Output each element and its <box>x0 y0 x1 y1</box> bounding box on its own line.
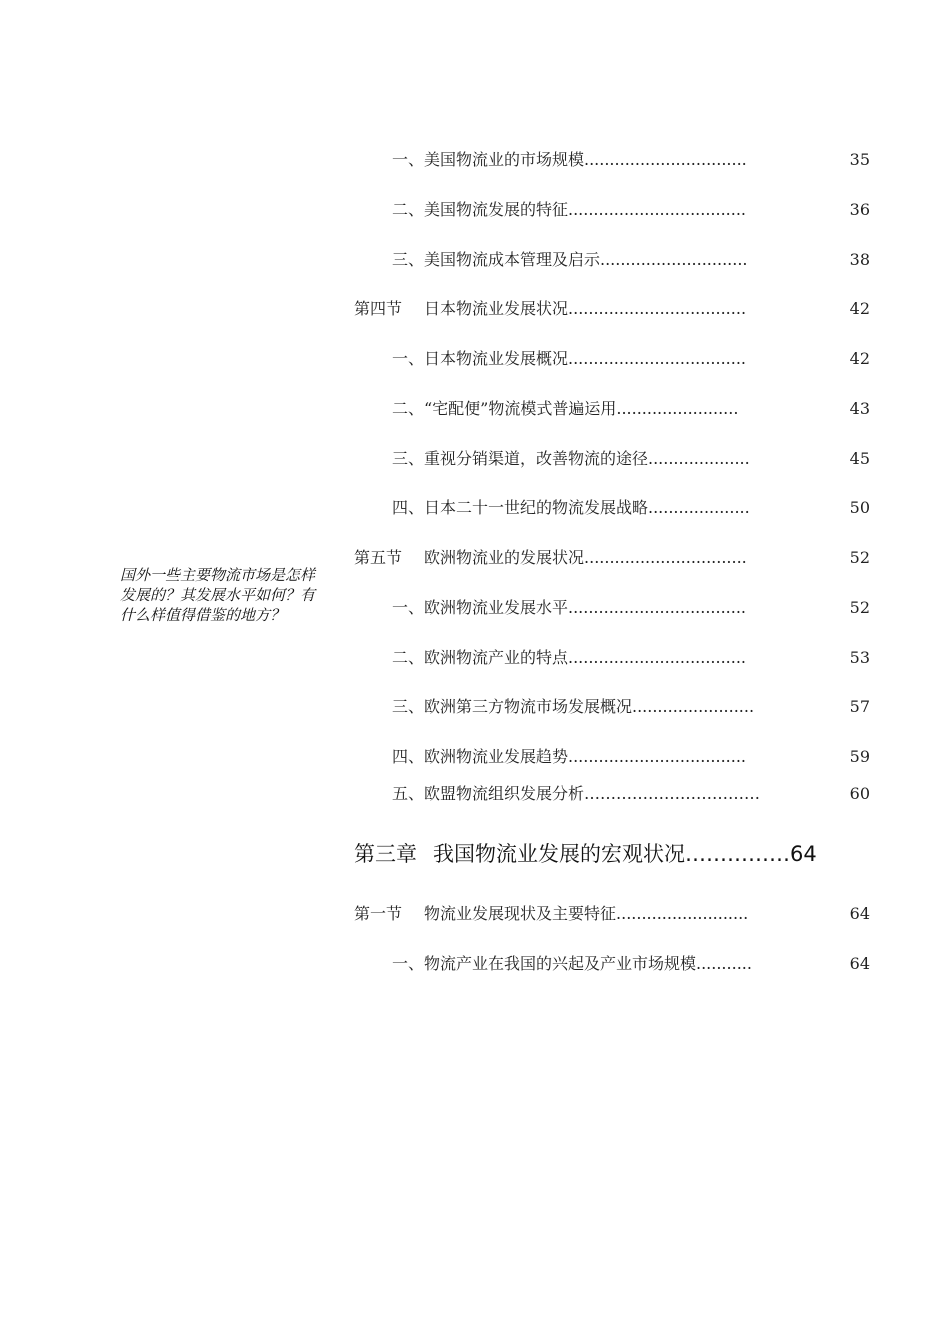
toc-entry-page: 60 <box>849 784 870 803</box>
toc-entry-page: 52 <box>849 548 870 567</box>
toc-entry-title: 二、“宅配便”物流模式普遍运用........................ <box>392 399 739 418</box>
toc-section-entry[interactable] <box>0 546 950 570</box>
chapter-title: 我国物流业发展的宏观状况……………64 <box>433 842 817 866</box>
toc-entry-page: 38 <box>849 250 870 269</box>
toc-section-title <box>354 902 748 926</box>
toc-entry-page: 50 <box>849 498 870 517</box>
toc-entry-page: 64 <box>849 904 870 923</box>
toc-entry-page: 43 <box>849 399 870 418</box>
toc-entry[interactable] <box>0 447 950 471</box>
toc-entry-page: 42 <box>849 299 870 318</box>
toc-entry-title: 一、欧洲物流业发展水平................................... <box>392 598 747 617</box>
toc-entry[interactable] <box>0 496 950 520</box>
toc-entry-title: 一、日本物流业发展概况................................... <box>392 349 747 368</box>
chapter-label: 第三章 <box>354 842 417 866</box>
toc-entry-title: 四、日本二十一世纪的物流发展战略.................... <box>392 498 750 517</box>
toc-entry-page: 53 <box>849 648 870 667</box>
chapter-heading[interactable] <box>354 838 817 870</box>
toc-entry-page: 57 <box>849 697 870 716</box>
toc-section-title <box>354 546 747 570</box>
toc-entry[interactable] <box>0 248 950 272</box>
toc-section-label: 第五节 <box>354 548 403 567</box>
toc-entry[interactable] <box>0 148 950 172</box>
toc-entry-title: 三、欧洲第三方物流市场发展概况........................ <box>392 697 755 716</box>
toc-entry-page: 45 <box>849 449 870 468</box>
margin-note: 国外一些主要物流市场是怎样发展的？其发展水平如何？有什么样值得借鉴的地方？ <box>120 566 316 624</box>
toc-section-title <box>354 297 746 321</box>
toc-entry[interactable] <box>0 596 950 620</box>
toc-entry-title: 二、美国物流发展的特征................................... <box>392 200 747 219</box>
toc-entry[interactable] <box>0 397 950 421</box>
toc-section-entry[interactable] <box>0 297 950 321</box>
toc-entry-title: 三、重视分销渠道，改善物流的途径.................... <box>392 449 750 468</box>
toc-entry[interactable] <box>0 745 950 769</box>
toc-entry-title: 五、欧盟物流组织发展分析…………………………… <box>392 784 761 803</box>
toc-entry[interactable] <box>0 347 950 371</box>
toc-entry-title: 一、物流产业在我国的兴起及产业市场规模........... <box>392 954 752 973</box>
toc-entry[interactable] <box>0 782 950 806</box>
toc-entry-title: 三、美国物流成本管理及启示............................. <box>392 250 748 269</box>
toc-entry[interactable] <box>0 695 950 719</box>
toc-entry-page: 35 <box>849 150 870 169</box>
toc-entry-page: 42 <box>849 349 870 368</box>
toc-section-text: 物流业发展现状及主要特征.......................... <box>424 904 749 923</box>
toc-entry-title: 一、美国物流业的市场规模................................ <box>392 150 747 169</box>
toc-entry[interactable] <box>0 198 950 222</box>
toc-entry-page: 64 <box>849 954 870 973</box>
toc-section-text: 日本物流业发展状况................................... <box>424 299 747 318</box>
toc-entry-title: 四、欧洲物流业发展趋势................................... <box>392 747 747 766</box>
toc-entry[interactable] <box>0 646 950 670</box>
toc-entry-page: 36 <box>849 200 870 219</box>
toc-section-entry[interactable] <box>0 902 950 926</box>
toc-entry-page: 59 <box>849 747 870 766</box>
toc-section-label: 第一节 <box>354 904 403 923</box>
toc-section-text: 欧洲物流业的发展状况................................ <box>424 548 747 567</box>
toc-entry-title: 二、欧洲物流产业的特点................................... <box>392 648 747 667</box>
toc-entry[interactable] <box>0 952 950 976</box>
toc-section-label: 第四节 <box>354 299 403 318</box>
toc-entry-page: 52 <box>849 598 870 617</box>
